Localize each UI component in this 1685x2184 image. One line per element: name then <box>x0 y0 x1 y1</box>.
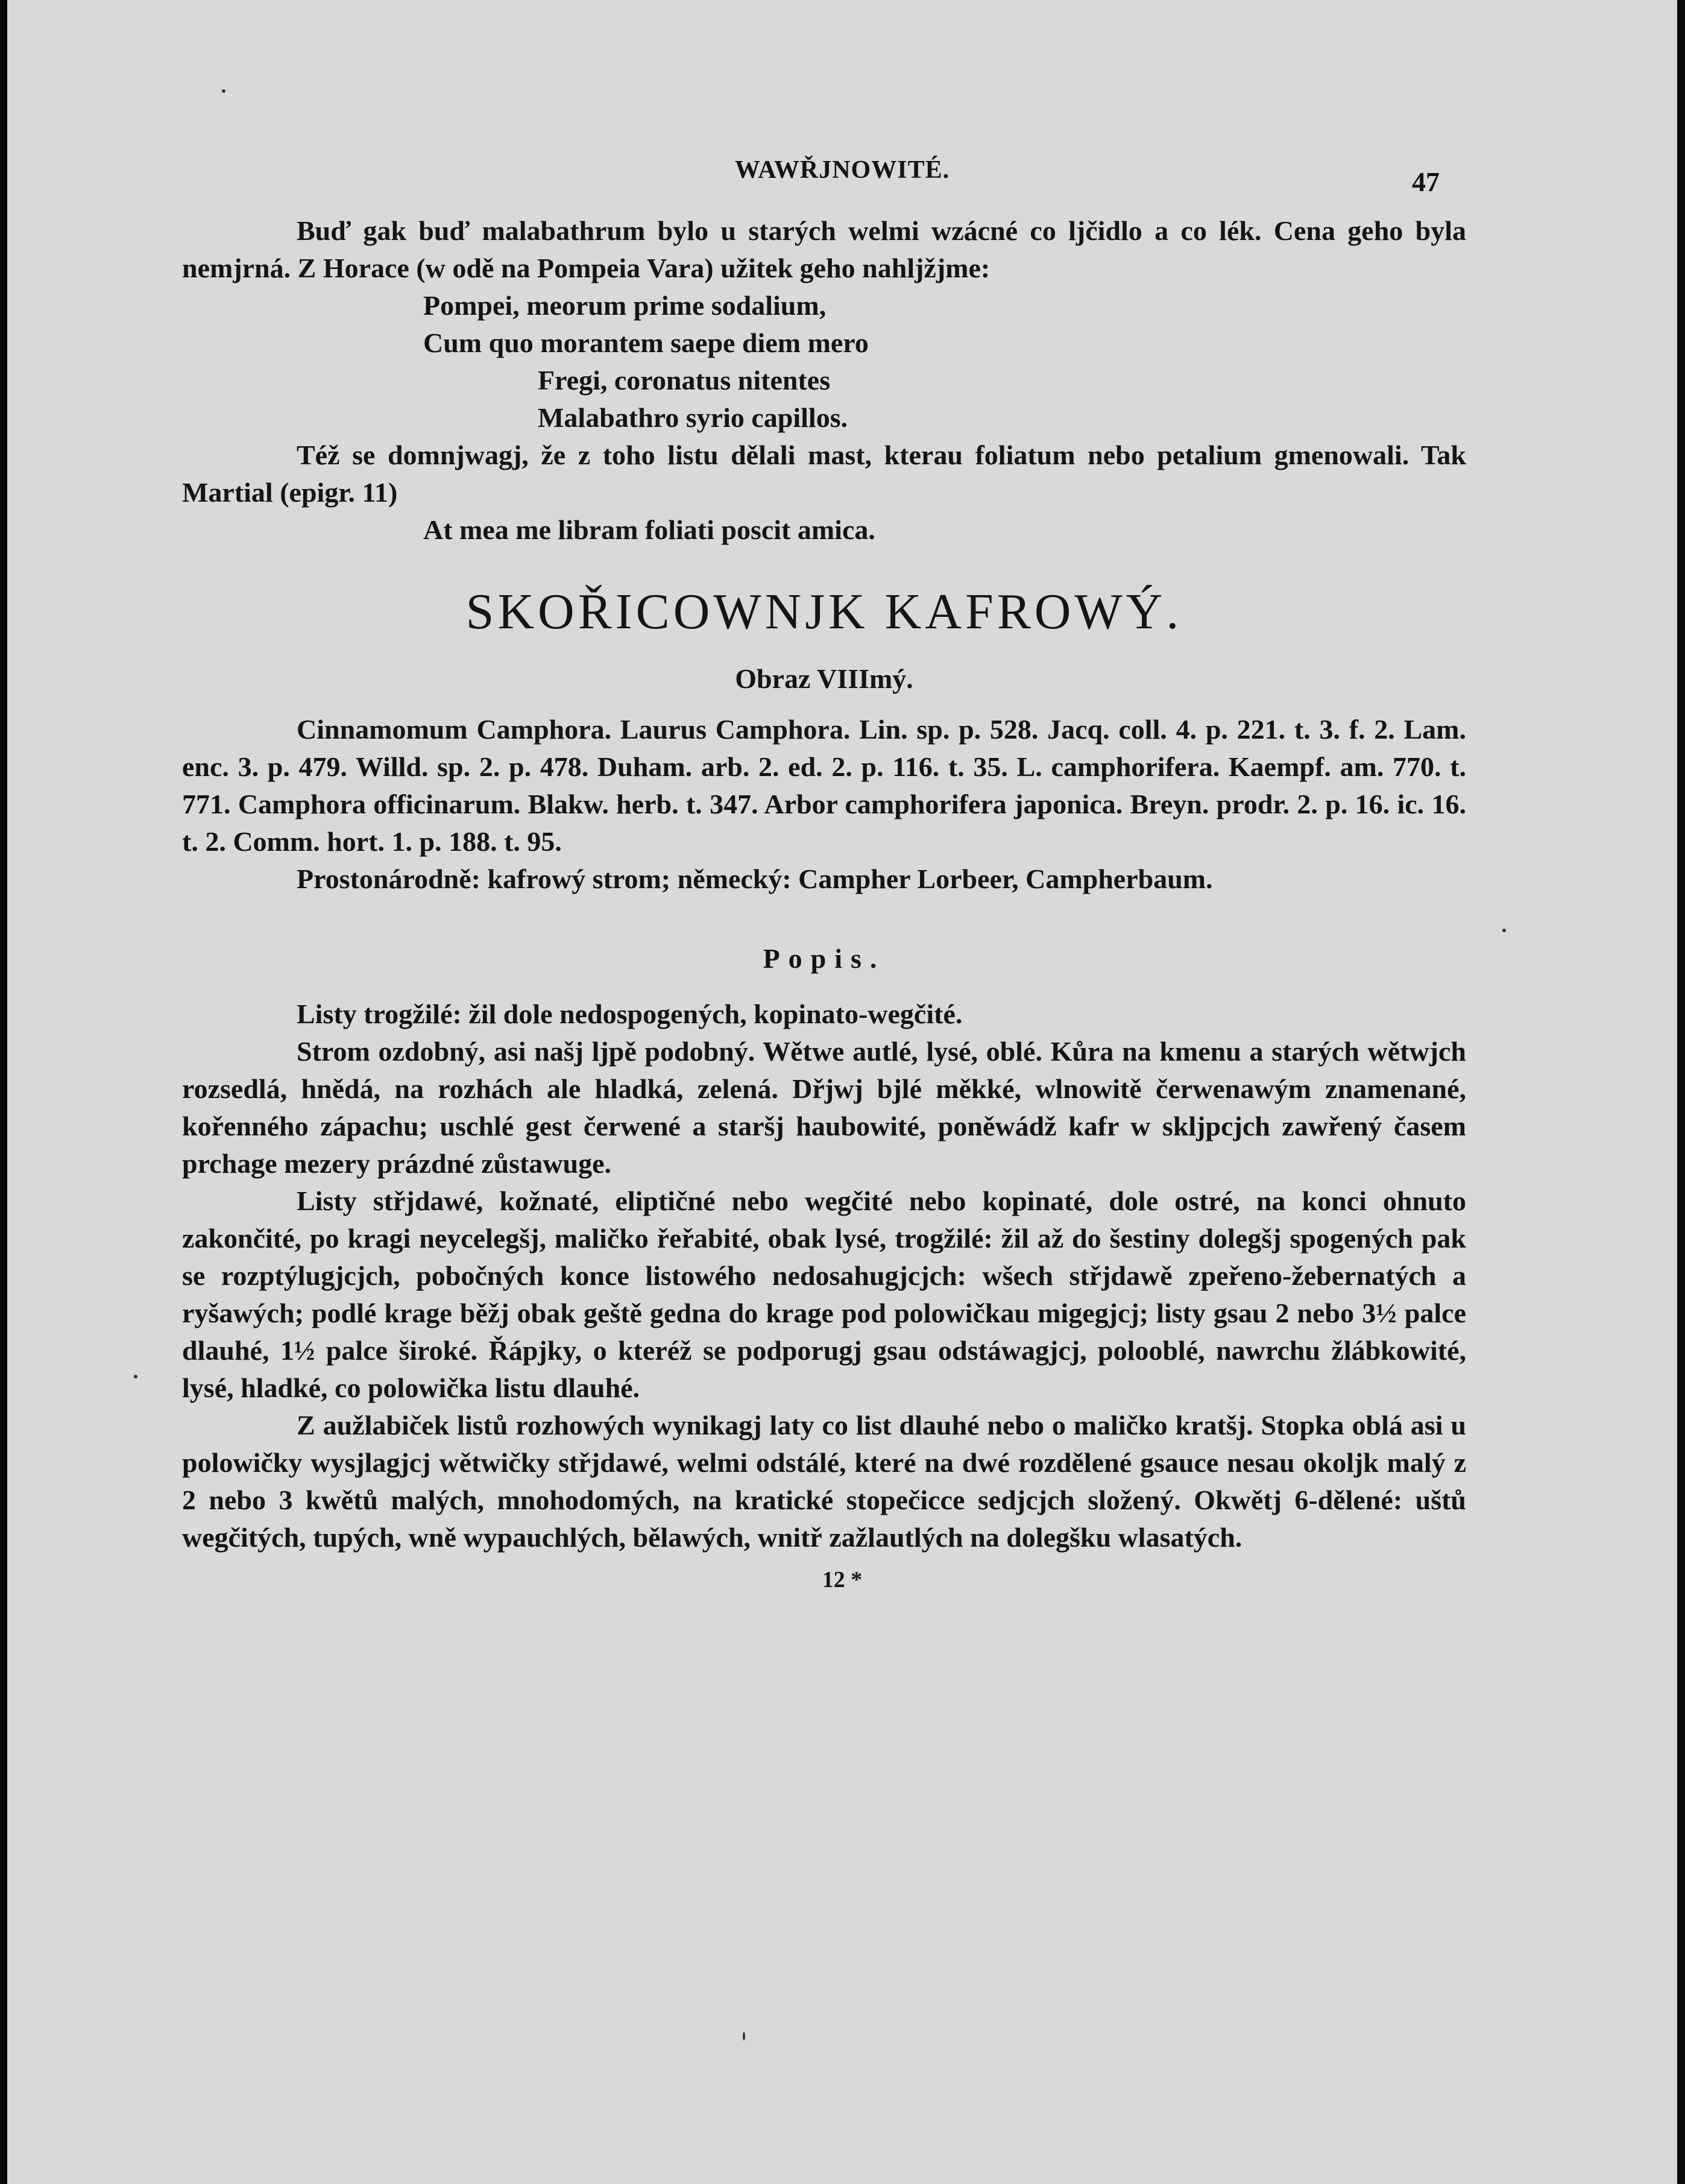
description-paragraph: Listy trogžilé: žil dole nedospogených, kopinato-wegčité. <box>297 999 963 1029</box>
verse-quote-horace <box>182 287 1466 437</box>
paper-speck <box>222 89 225 93</box>
description-paragraph: Z aužlabiček listů rozhowých wynikagj laty co list dlauhé nebo o maličko kratšj. Stopka oblá asi u polowičky wysjlagjcj wětwičky střjdawé, welmi odstálé, které na dwé rozdělené gsauce nesau okoljk malý z 2 nebo 3 kwětů malých, mnohodomých, na kratické stopečicce sedjcjch složený. Okwětj 6-dělené: uštů wegčitých, tupých, wně wypauchlých, bělawých, wnitř zažlautlých na dolegšku wlasatých. <box>182 1410 1466 1553</box>
verse-line: Pompei, meorum prime sodalium, <box>423 290 827 321</box>
verse-line: Fregi, coronatus nitentes <box>538 365 831 396</box>
paper-speck <box>743 2032 745 2040</box>
book-page <box>7 0 1677 2184</box>
scan-border-right <box>1677 0 1685 2184</box>
page-number: 47 <box>1412 166 1440 197</box>
synonymy-paragraph: Cinnamomum Camphora. Laurus Camphora. Lin. sp. p. 528. Jacq. coll. 4. p. 221. t. 3. f. 2. Lam. enc. 3. p. 479. Willd. sp. 2. p. 478. Duham. arb. 2. ed. 2. p. 116. t. 35. L. camphorifera. Kaempf. am. 770. t. 771. Camphora officinarum. Blakw. herb. t. 347. Arbor camphorifera japonica. Breyn. prodr. 2. p. 16. ic. 16. t. 2. Comm. hort. 1. p. 188. t. 95. <box>182 714 1466 857</box>
scan-border-left <box>0 0 7 2184</box>
running-head: WAWŘJNOWITÉ. <box>734 156 950 184</box>
section-heading-popis: Popis. <box>763 943 886 974</box>
description-paragraph: Strom ozdobný, asi našj ljpě podobný. Wětwe autlé, lysé, oblé. Kůra na kmenu a starých wětwjch rozsedlá, hnědá, na rozhách ale hladká, zelená. Dřjwj bjlé měkké, wlnowitě čerwenawým znamenané, kořenného zápachu; uschlé gest čerwené a staršj haubowité, poněwádž kafr w skljpcjch zawřený časem prchage mezery prázdné zůstawuge. <box>182 1036 1466 1179</box>
plate-reference: Obraz VIIImý. <box>735 663 913 694</box>
species-title: SKOŘICOWNJK KAFROWÝ. <box>465 584 1183 640</box>
verse-quote-martial: At mea me libram foliati poscit amica. <box>423 514 875 545</box>
description-paragraph: Listy střjdawé, kožnaté, eliptičné nebo wegčité nebo kopinaté, dole ostré, na konci ohnuto zakončité, po kragi neycelegšj, maličko řeřabité, obak lysé, trogžilé: žil až do šestiny dolegšj spogených pak se rozptýlugjcjch, pobočných konce listowého nedosahugjcjch: wšech střjdawě zpeřeno-žebernatých a ryšawých; podlé krage běžj obak geště gedna do krage pod polowičkau migegjcj; listy gsau 2 nebo 3½ palce dlauhé, 1½ palce široké. Řápjky, o kteréž se podporugj gsau odstáwagjcj, polooblé, nawrchu žlábkowité, lysé, hladké, co polowička listu dlauhé. <box>182 1185 1466 1403</box>
page-body <box>182 212 1466 1599</box>
verse-line: Malabathro syrio capillos. <box>538 402 848 433</box>
paper-speck <box>134 1375 137 1378</box>
paper-speck <box>1502 929 1506 932</box>
paragraph-intro: Buď gak buď malabathrum bylo u starých welmi wzácné co ljčidlo a co lék. Cena geho byla nemjrná. Z Horace (w odě na Pompeia Vara) užitek geho nahljžjme: <box>182 215 1466 283</box>
signature-mark: 12 * <box>822 1567 863 1592</box>
paragraph-foliatum: Též se domnjwagj, že z toho listu dělali mast, kterau foliatum nebo petalium gmenowali. Tak Martial (epigr. 11) <box>182 440 1466 508</box>
verse-line: Cum quo morantem saepe diem mero <box>423 327 869 358</box>
vernacular-names: Prostonárodně: kafrowý strom; německý: Campher Lorbeer, Campherbaum. <box>297 863 1213 894</box>
